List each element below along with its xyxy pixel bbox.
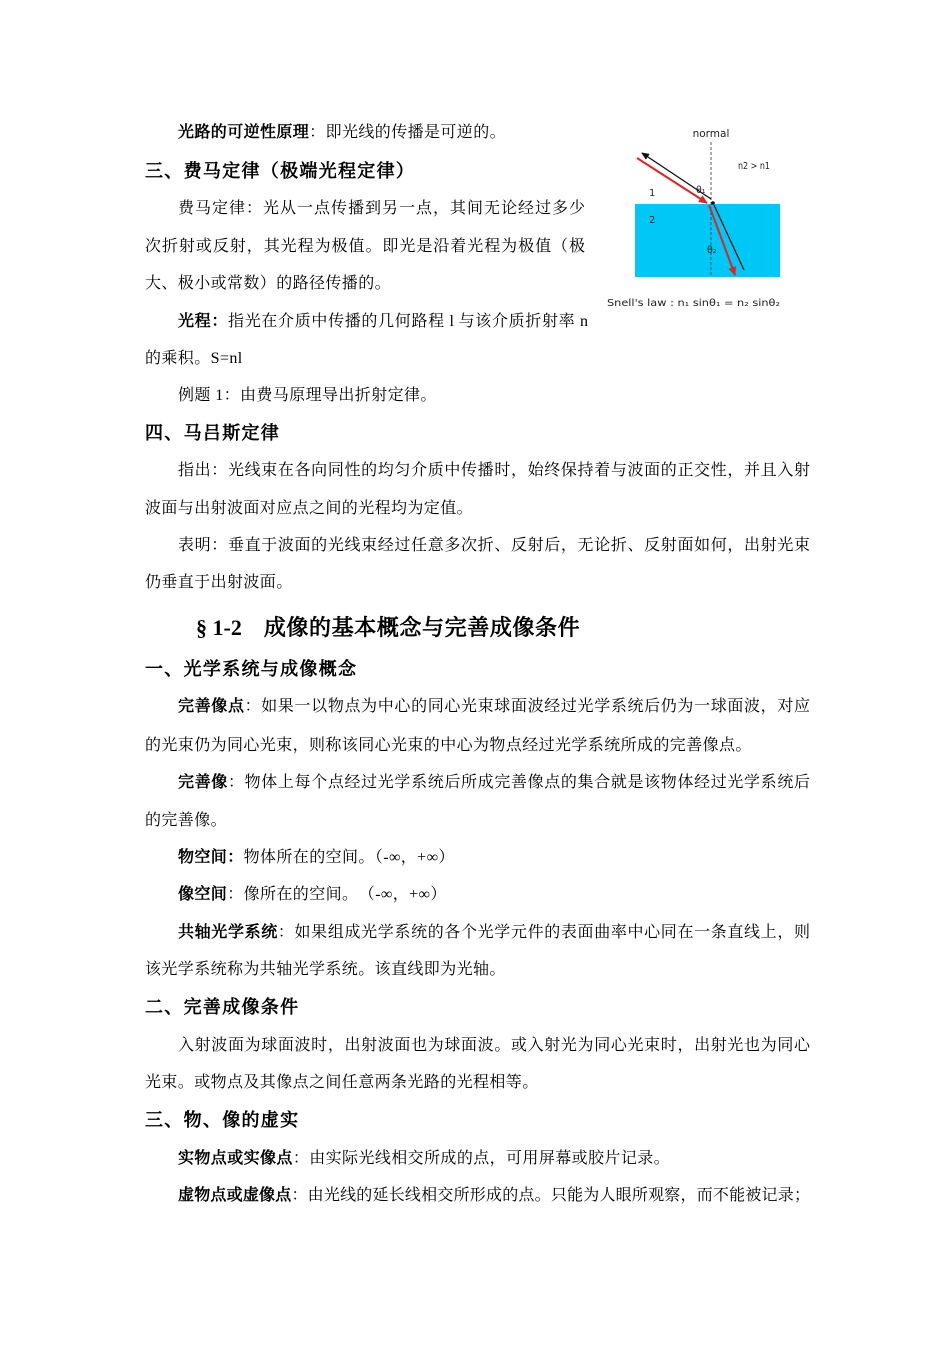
- incident-ray: [637, 158, 707, 203]
- theta-2-label: θ₂: [707, 245, 717, 256]
- conditions-line-2: 光束。或物点及其像点之间任意两条光路的光程相等。: [145, 1074, 539, 1091]
- term-object-space: 物空间：: [178, 849, 244, 866]
- snell-law-caption: Snell's law : n₁ sinθ₁ = n₂ sinθ₂: [607, 298, 780, 309]
- term-perfect-image-point: 完善像点: [178, 698, 245, 715]
- coaxial-system-definition: [178, 921, 810, 945]
- malus-statement-line-2: 仍垂直于出射波面。: [145, 574, 293, 591]
- theta-1-label: θ₁: [696, 185, 706, 196]
- virtual-point-text: ：由光线的延长线相交所形成的点。只能为人眼所观察，而不能被记录；: [291, 1187, 810, 1204]
- term-reversibility: 光路的可逆性原理: [178, 124, 310, 141]
- term-image-space: 像空间: [178, 886, 228, 903]
- heading-conditions: 二、完善成像条件: [145, 997, 300, 1018]
- fermat-line-2: 次折射或反射，其光程为极值。即光是沿着光程为极值（极: [145, 238, 585, 255]
- medium-2-region: [635, 204, 780, 277]
- malus-point-line-1: 指出：光线束在各向同性的均匀介质中传播时，始终保持着与波面的正交性，并且入射: [178, 462, 810, 479]
- term-real-point: 实物点或实像点: [178, 1150, 293, 1167]
- refractive-index-condition: n2 > n1: [738, 161, 770, 172]
- real-point-definition: [178, 1147, 810, 1171]
- conditions-line-1: 入射波面为球面波时，出射波面也为球面波。或入射光为同心光束时，出射光也为同心: [178, 1037, 810, 1054]
- perfect-image-point-definition: [178, 695, 810, 719]
- heading-malus: 四、马吕斯定律: [145, 423, 281, 444]
- fermat-line-1: 费马定律：光从一点传播到另一点，其间无论经过多少: [178, 200, 585, 217]
- interface-point: [711, 201, 715, 205]
- heading-fermat: 三、费马定律（极端光程定律）: [145, 161, 416, 182]
- coaxial-system-line-1: ：如果组成光学系统的各个光学元件的表面曲率中心同在一条直线上，则: [277, 924, 810, 941]
- perfect-image-line-2: 的完善像。: [145, 812, 228, 829]
- perfect-image-point-line-1: ：如果一以物点为中心的同心光束球面波经过光学系统后仍为一球面波，对应: [244, 698, 810, 715]
- perfect-image-line-1: ：物体上每个点经过光学系统后所成完善像点的集合就是该物体经过光学系统后: [227, 774, 810, 791]
- normal-label: normal: [692, 128, 730, 140]
- malus-statement-line-1: 表明：垂直于波面的光线束经过任意多次折、反射后，无论折、反射面如何，出射光束: [178, 537, 810, 554]
- medium-2-label: 2: [649, 215, 656, 226]
- image-space-text: ：像所在的空间。 （-∞，+∞）: [227, 886, 447, 903]
- section-number: § 1-2: [196, 615, 242, 640]
- term-perfect-image: 完善像: [178, 774, 228, 791]
- image-space-definition: [178, 883, 810, 907]
- coaxial-system-line-2: 该光学系统称为共轴光学系统。该直线即为光轴。: [145, 961, 506, 978]
- object-space-definition: [178, 846, 810, 870]
- section-heading: [196, 613, 580, 643]
- term-virtual-point: 虚物点或虚像点: [178, 1187, 292, 1204]
- heading-concepts: 一、光学系统与成像概念: [145, 659, 358, 680]
- optical-path-definition: [178, 310, 588, 334]
- object-space-text: 物体所在的空间。（-∞，+∞）: [243, 849, 455, 866]
- reversibility-text: ：即光线的传播是可逆的。: [309, 124, 507, 141]
- term-coaxial-system: 共轴光学系统: [178, 924, 278, 941]
- malus-point-line-2: 波面与出射波面对应点之间的光程均为定值。: [145, 500, 474, 517]
- optical-path-line-2: 的乘积。S=nl: [145, 350, 243, 367]
- real-point-text: ：由实际光线相交所成的点，可用屏幕或胶片记录。: [292, 1150, 671, 1167]
- snell-law-diagram: [600, 118, 795, 318]
- perfect-image-point-line-2: 的光束仍为同心光束，则称该同心光束的中心为物点经过光学系统所成的完善像点。: [145, 737, 752, 754]
- optical-path-line-1: 指光在介质中传播的几何路程 l 与该介质折射率 n: [228, 313, 588, 330]
- perfect-image-definition: [178, 771, 810, 795]
- virtual-point-definition: [178, 1184, 810, 1208]
- section-title: 成像的基本概念与完善成像条件: [263, 615, 581, 640]
- fermat-line-3: 大、极小或常数）的路径传播的。: [145, 275, 392, 292]
- medium-1-label: 1: [649, 188, 656, 199]
- reversibility-principle: [178, 121, 598, 145]
- term-optical-path: 光程：: [178, 313, 229, 330]
- heading-real-virtual: 三、物、像的虚实: [145, 1110, 300, 1131]
- example-1: 例题 1：由费马原理导出折射定律。: [178, 387, 437, 404]
